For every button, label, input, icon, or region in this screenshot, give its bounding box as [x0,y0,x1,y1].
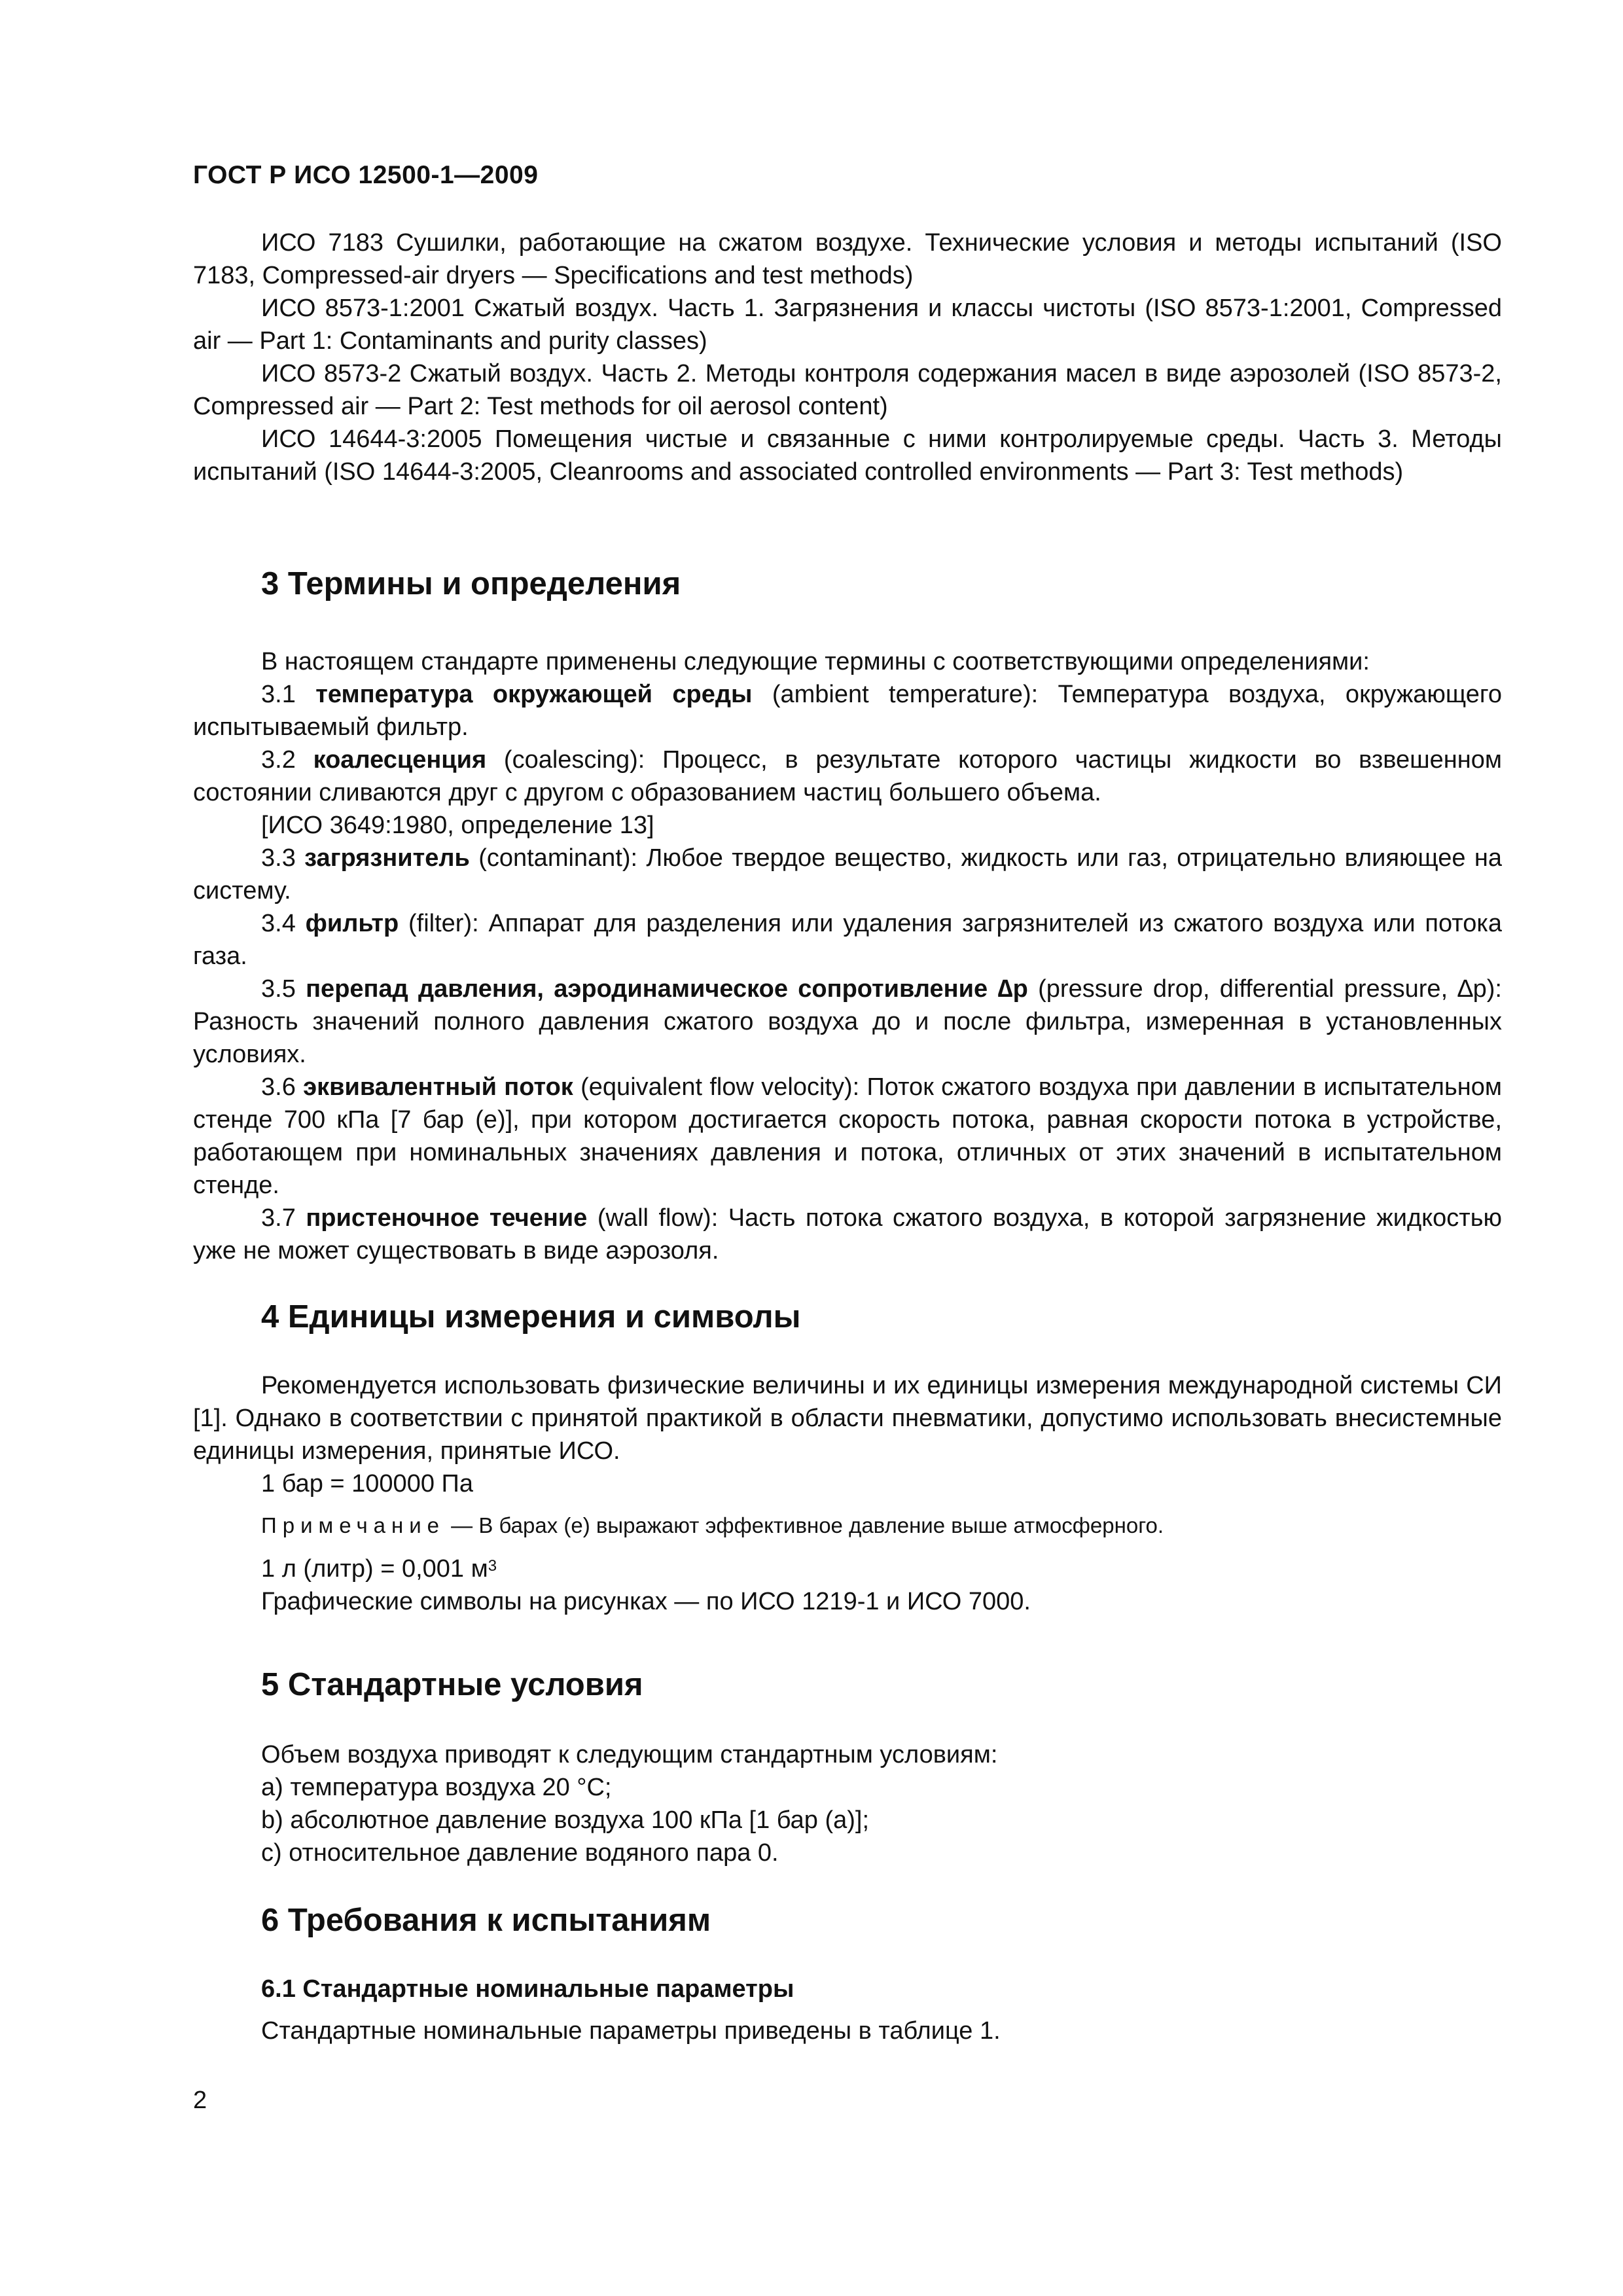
term-3-2: 3.2 коалесценция (coalescing): Процесс, в результате которого частицы жидкости во взвешенном состоянии сливаются друг с другом с образованием частиц большего объема. [193,746,1502,806]
section-4-body [193,1369,1502,1500]
section-3-body [193,645,1502,1267]
term-name: перепад давления, аэродинамическое сопротивление ∆p [306,975,1028,1003]
term-definition: (ambient temperature): Температура воздуха, окружающего испытываемый фильтр. [193,681,1503,741]
graphic-symbols-reference: Графические символы на рисунках — по ИСО 1219-1 и ИСО 7000. [261,1588,1031,1615]
section-5-body [193,1738,1502,1869]
reference-iso-14644-3: ИСО 14644-3:2005 Помещения чистые и связанные с ними контролируемые среды. Часть 3. Методы испытаний (ISO 14644-3:2005, Cleanrooms and associated controlled environments — Part 3: Test methods) [193,425,1502,486]
section-4-units [193,1552,1502,1618]
litre-definition: 1 л (литр) = 0,001 $м^3$ [261,1555,497,1583]
condition-item: c) относительное давление водяного пара 0. [261,1839,779,1867]
term-3-7: 3.7 пристеночное течение (wall flow): Часть потока сжатого воздуха, в которой загрязнение жидкостью уже не может существовать в виде аэрозоля. [193,1204,1503,1265]
reference-iso-8573-1: ИСО 8573-1:2001 Сжатый воздух. Часть 1. Загрязнения и классы чистоты (ISO 8573-1:2001, Compressed air — Part 1: Contaminants and purity classes) [193,295,1502,355]
term-name: коалесценция [313,746,487,774]
bar-definition: 1 бар = 100000 Па [261,1470,473,1498]
term-3-4: 3.4 фильтр (filter): Аппарат для разделения или удаления загрязнителей из сжатого воздуха или потока газа. [193,910,1502,970]
section-4-paragraph: Рекомендуется использовать физические величины и их единицы измерения международной системы СИ [1]. Однако в соответствии с принятой практикой в области пневматики, допустимо использовать внесистемные единицы измерения, принятые ИСО. [193,1372,1502,1465]
section-3-intro: В настоящем стандарте применены следующие термины с соответствующими определениями: [261,648,1370,675]
term-name: загрязнитель [304,844,470,872]
term-definition: (wall flow): Часть потока сжатого воздуха, в которой загрязнение жидкостью уже не может существовать в виде аэрозоля. [193,1204,1503,1265]
section-4-heading: 4 Единицы измерения и символы [261,1299,801,1335]
subsection-6-1-text: Стандартные номинальные параметры приведены в таблице 1. [261,2017,1001,2045]
section-5-heading: 5 Стандартные условия [261,1667,643,1702]
term-name: эквивалентный поток [303,1073,573,1101]
term-3-5: 3.5 перепад давления, аэродинамическое сопротивление ∆p (pressure drop, differential pressure, ∆p): Разность значений полного давления сжатого воздуха до и после фильтра, измеренная в установленных условиях. [193,975,1502,1068]
document-header: ГОСТ Р ИСО 12500-1—2009 [193,161,539,189]
term-3-2-source: [ИСО 3649:1980, определение 13] [261,812,654,839]
reference-iso-7183: ИСО 7183 Сушилки, работающие на сжатом воздухе. Технические условия и методы испытаний (ISO 7183, Compressed-air dryers — Specifications and test methods) [193,229,1502,289]
term-3-3: 3.3 загрязнитель (contaminant): Любое твердое вещество, жидкость или газ, отрицательно влияющее на систему. [193,844,1502,905]
condition-item: a) температура воздуха 20 °С; [261,1774,612,1801]
term-3-1: 3.1 температура окружающей среды (ambient temperature): Температура воздуха, окружающего испытываемый фильтр. [193,681,1503,741]
note-label: Примечание [261,1513,446,1537]
term-name: температура окружающей среды [315,681,753,708]
term-definition: (pressure drop, differential pressure, ∆p): Разность значений полного давления сжатого воздуха до и после фильтра, измеренная в установленных условиях. [193,975,1502,1068]
normative-references [193,226,1502,488]
section-5-intro: Объем воздуха приводят к следующим стандартным условиям: [261,1741,998,1768]
term-name: фильтр [305,910,399,937]
condition-item: b) абсолютное давление воздуха 100 кПа [1 бар (а)]; [261,1806,870,1834]
term-definition: (equivalent flow velocity): Поток сжатого воздуха при давлении в испытательном стенде 700 кПа [7 бар (е)], при котором достигается скорость потока, равная скорости потока в устройстве, работающем при номинальных значениях давления и потока, отличных от этих значений в испытательном стенде. [193,1073,1502,1199]
section-6-heading: 6 Требования к испытаниям [261,1903,711,1938]
page-number: 2 [193,2087,207,2114]
term-3-6: 3.6 эквивалентный поток (equivalent flow velocity): Поток сжатого воздуха при давлении в испытательном стенде 700 кПа [7 бар (е)], при котором достигается скорость потока, равная скорости потока в устройстве, работающем при номинальных значениях давления и потока, отличных от этих значений в испытательном стенде. [193,1073,1502,1199]
term-definition: (contaminant): Любое твердое вещество, жидкость или газ, отрицательно влияющее на систему. [193,844,1502,905]
note-text: — В барах (е) выражают эффективное давление выше атмосферного. [445,1513,1164,1537]
term-definition: (coalescing): Процесс, в результате которого частицы жидкости во взвешенном состоянии сливаются друг с другом с образованием частиц большего объема. [193,746,1502,806]
term-definition: (filter): Аппарат для разделения или удаления загрязнителей из сжатого воздуха или потока газа. [193,910,1502,970]
section-3-heading: 3 Термины и определения [261,566,681,601]
section-4-note [261,1509,1164,1542]
term-name: пристеночное течение [306,1204,588,1232]
subsection-6-1-heading: 6.1 Стандартные номинальные параметры [261,1975,794,2003]
subsection-6-1-body [193,2015,1502,2047]
reference-iso-8573-2: ИСО 8573-2 Сжатый воздух. Часть 2. Методы контроля содержания масел в виде аэрозолей (ISO 8573-2, Compressed air — Part 2: Test methods for oil aerosol content) [193,360,1502,420]
